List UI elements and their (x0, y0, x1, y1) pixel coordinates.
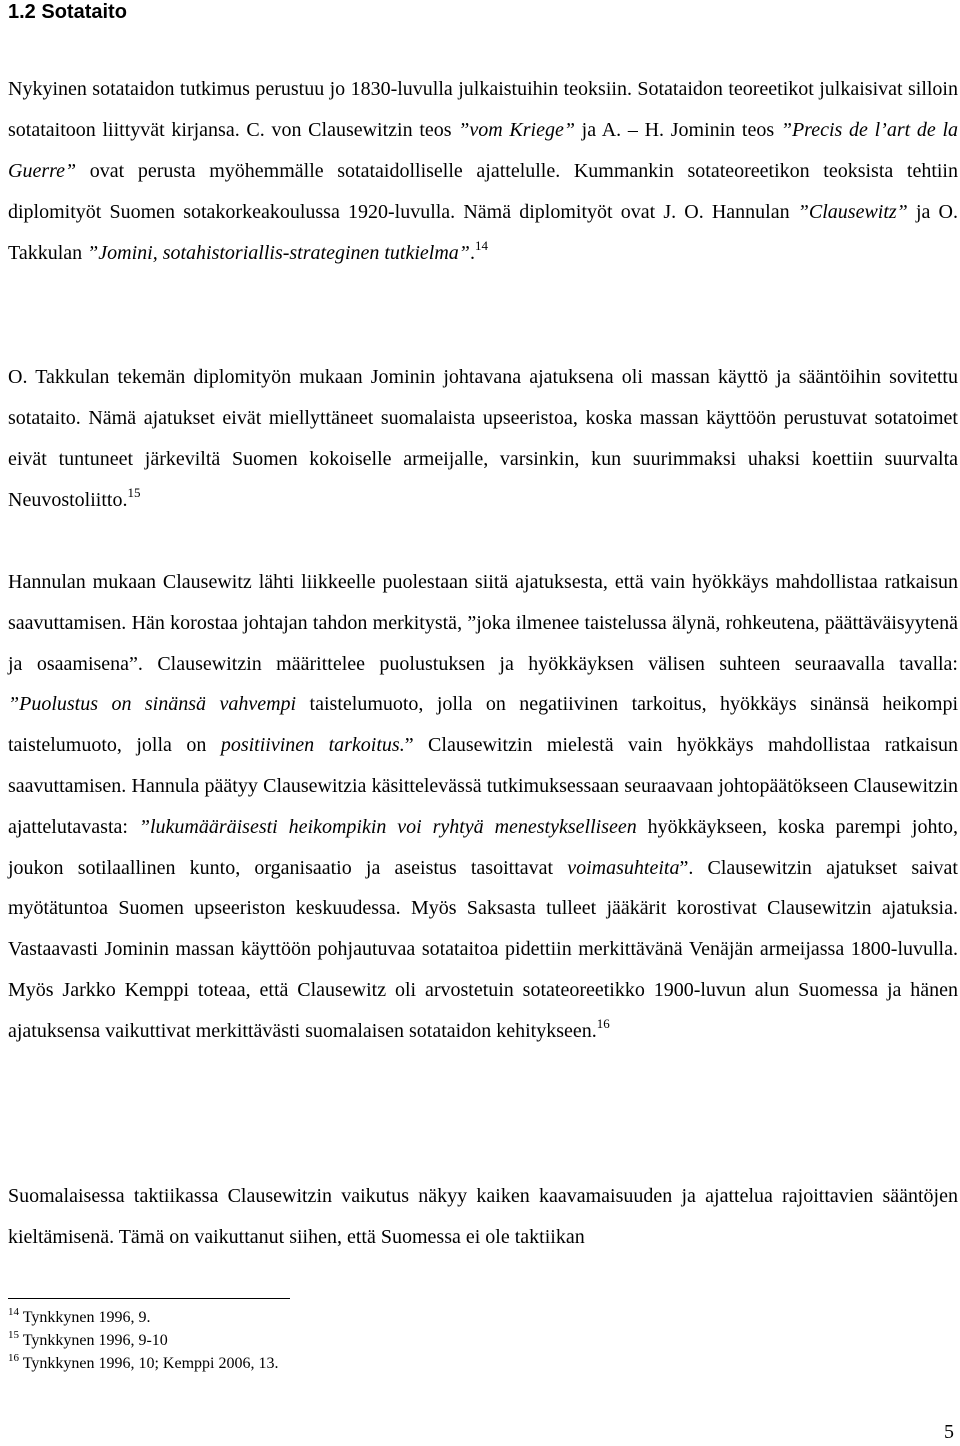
footnote-ref: 16 (596, 1015, 610, 1031)
footnote-number: 15 (8, 1329, 19, 1341)
footnote (8, 1352, 278, 1375)
paragraph-3 (8, 562, 958, 1052)
footnote-text: Tynkkynen 1996, 9-10 (22, 1332, 168, 1349)
paragraph-2 (8, 357, 958, 521)
text-run: hyökkäykseen, koska parempi johto, joukon sotilaallinen kunto, organisaatio ja aseistus tasoittavat (8, 815, 959, 879)
page-number: 5 (944, 1421, 954, 1443)
book-title: ”Precis de l’art de la Guerre” (8, 119, 959, 183)
quote-italic: ”lukumääräisesti heikompikin voi ryhtyä menestykselliseen (138, 815, 637, 838)
footnotes (8, 1306, 278, 1375)
footnote-text: Tynkkynen 1996, 9. (22, 1309, 151, 1326)
text-run: ja O. Takkulan (8, 201, 958, 265)
section-heading: 1.2 Sotataito (8, 1, 127, 23)
text-run: Suomalaisessa taktiikassa Clausewitzin vaikutus näkyy kaiken kaavamaisuuden ja ajattelua rajoittavien sääntöjen kieltämisenä. Tämä on vaikuttanut siihen, että Suomessa ei ole taktiikan (8, 1185, 958, 1248)
footnote (8, 1329, 278, 1352)
thesis-title: ”Jomini, sotahistoriallis-strateginen tutkielma” (87, 242, 470, 265)
footnote-number: 16 (8, 1352, 19, 1364)
footnote-ref: 14 (474, 238, 488, 254)
text-run: ja A. – H. Jominin teos (574, 119, 781, 142)
book-title: ”vom Kriege” (458, 119, 575, 142)
text-run: taistelumuoto, jolla on negatiivinen tarkoitus, hyökkäys sinänsä heikompi taistelumuoto, jolla on (8, 693, 958, 757)
text-run: Hannulan mukaan Clausewitz lähti liikkeelle puolestaan siitä ajatuksesta, että vain hyökkäys mahdollistaa ratkaisun saavuttamisen. Hän korostaa johtajan tahdon merkitystä, ”joka ilmenee taistelussa älynä, rohkeutena, päättäväisyytenä ja osaamisena”. Clausewitzin määrittelee puolustuksen ja hyökkäyksen välisen suhteen seuraavalla tavalla: (8, 571, 958, 675)
text-run: ”. Clausewitzin ajatukset saivat myötätuntoa Suomen upseeriston keskuudessa. Myös Saksasta tulleet jääkärit korostivat Clausewitzin ajatuksia. Vastaavasti Jominin massan käyttöön pohjautuvaa sotataitoa pidettiin merkittävänä Venäjän armeijassa 1800-luvulla. Myös Jarkko Kemppi toteaa, että Clausewitz oli arvostetuin sotateoreetikko 1900-luvun alun Suomessa ja hänen ajatuksensa vaikuttivat merkittävästi suomalaisen sotataidon kehitykseen. (8, 856, 958, 1042)
footnote-ref: 15 (127, 485, 141, 500)
paragraph-1 (8, 69, 958, 274)
text-run: ” Clausewitzin mielestä vain hyökkäys mahdollistaa ratkaisun saavuttamisen. Hannula päätyy Clausewitzia käsittelevässä tutkimuksessaan seuraavaan johtopäätökseen Clausewitzin ajattelutavasta: (8, 734, 959, 838)
footnote-number: 14 (8, 1306, 19, 1318)
paragraph-4 (8, 1176, 958, 1258)
quote-italic: voimasuhteita (567, 856, 680, 879)
text-run: Nykyinen sotataidon tutkimus perustuu jo 1830-luvulla julkaistuihin teoksiin. Sotataidon teoreetikot julkaisivat silloin sotataitoon liittyvät kirjansa. C. von Clausewitzin teos (8, 78, 958, 142)
text-run: ovat perusta myöhemmälle sotataidolliselle ajattelulle. Kummankin sotateoreetikon teoksista tehtiin diplomityöt Suomen sotakorkeakoulussa 1920-luvulla. Nämä diplomityöt ovat J. O. Hannulan (8, 160, 958, 224)
quote-italic: positiivinen tarkoitus. (220, 734, 405, 757)
footnote-divider (8, 1298, 290, 1299)
thesis-title: ”Clausewitz” (797, 201, 908, 224)
footnote-text: Tynkkynen 1996, 10; Kemppi 2006, 13. (22, 1355, 279, 1372)
text-run: . (469, 242, 475, 265)
text-run: O. Takkulan tekemän diplomityön mukaan Jominin johtavana ajatuksena oli massan käyttö ja sääntöihin sovitettu sotataito. Nämä ajatukset eivät miellyttäneet suomalaista upseeristoa, koska massan käyttöön perustuvat sotatoimet eivät tuntuneet järkeviltä Suomen kokoiselle armeijalle, varsinkin, kun suurimmaksi uhaksi koettiin suurvalta Neuvostoliitto. (8, 366, 958, 511)
quote-italic: ”Puolustus on sinänsä vahvempi (8, 693, 297, 716)
footnote (8, 1306, 278, 1329)
